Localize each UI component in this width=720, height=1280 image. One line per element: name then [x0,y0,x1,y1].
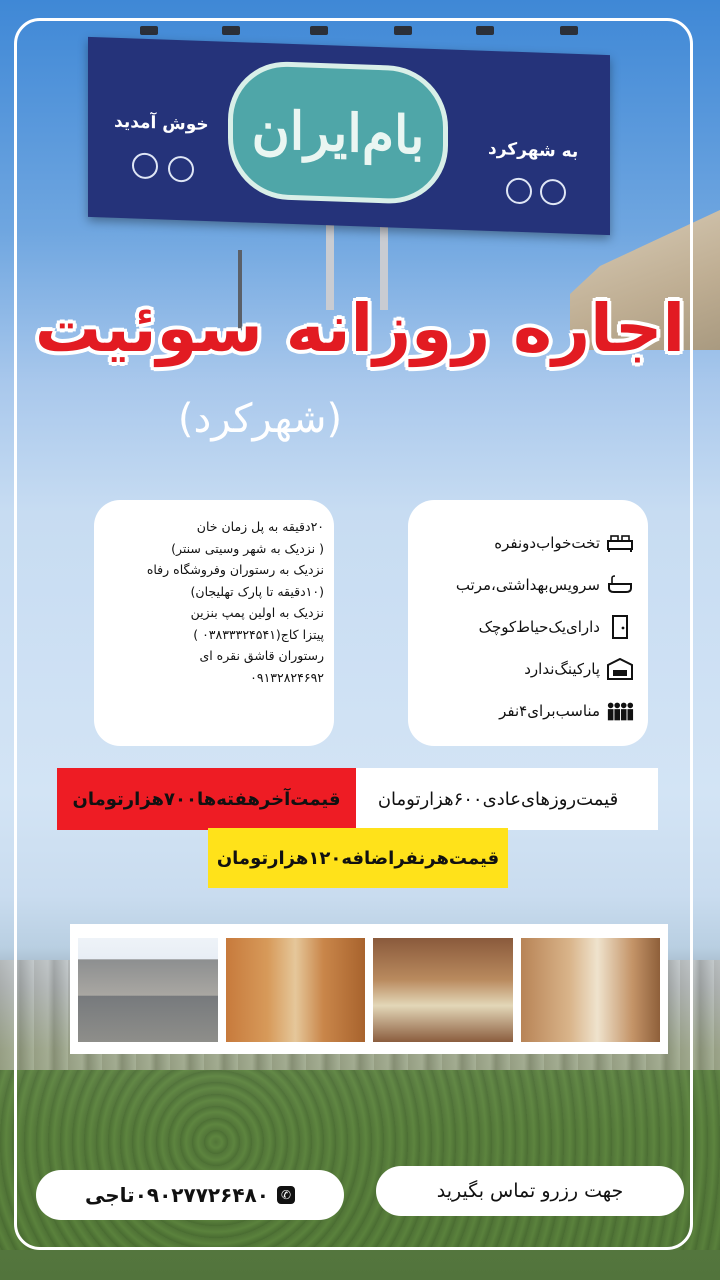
feature-item [422,606,634,648]
billboard-logo [228,60,448,206]
building-photo [78,938,218,1042]
feature-label: دارای‌یک‌حیاط‌کوچک [478,618,600,636]
location-line: نزدیک به اولین پمپ بنزین [190,605,324,620]
garage-icon [606,657,634,681]
billboard-logo-text: بام‌ایران [251,99,425,167]
features-card [408,500,648,746]
emblem-icon [168,156,194,183]
emblem-icon [540,179,566,206]
location-line: ( نزدیک به شهر وسیتی سنتر) [171,540,324,556]
reserve-call-text: جهت رزرو تماس بگیرید [376,1166,684,1216]
billboard-lamp [140,26,158,35]
billboard-lamp [310,26,328,35]
feature-label: سرویس‌بهداشتی،مرتب [455,576,600,594]
location-line: ۲۰دقیقه به پل زمان خان [196,519,324,534]
kitchen-photo [521,938,661,1042]
billboard-welcome: خوش آمدید [114,111,209,136]
feature-item [422,690,634,732]
location-card [94,500,334,746]
location-line: رستوران قاشق نقره ای [199,648,324,663]
page-subtitle: (شهرکرد) [177,396,343,442]
bedroom-photo [373,938,513,1042]
location-line: نزدیک به رستوران وفروشگاه رفاه [146,562,324,577]
feature-item [422,564,634,606]
feature-item [422,522,634,564]
location-line: پیتزا کاج(۰۳۸۳۳۳۲۴۵۴۱ ) [193,626,324,642]
location-line: ۰۹۱۳۲۸۲۴۶۹۲ [250,669,324,685]
bathtub-icon [606,573,634,597]
phone-pill[interactable] [36,1170,344,1220]
photo-strip [70,924,668,1054]
page-title: اجاره روزانه سوئیت [34,290,686,367]
door-icon [606,615,634,639]
entrance-photo [226,938,366,1042]
billboard-lamp [222,26,240,35]
bed-icon [606,531,634,555]
emblem-icon [506,177,532,204]
people-icon [606,699,634,723]
feature-item [422,648,634,690]
feature-label: پارکینگ‌ندارد [524,660,600,678]
location-line: (۱۰دقیقه تا پارک تهلیجان) [190,583,324,599]
weekday-price: قیمت‌روزهای‌عادی۶۰۰هزارتومان [338,768,658,830]
park-background [0,1070,720,1250]
billboard-lamp [560,26,578,35]
billboard-city: به شهرکرد [488,138,579,163]
billboard-lamp [476,26,494,35]
feature-label: تخت‌خواب‌دونفره [494,534,600,552]
phone-number[interactable]: ۰۹۰۲۷۷۲۶۴۸۰تاجی [85,1183,269,1207]
feature-label: مناسب‌برای۴نفر [499,702,600,720]
emblem-icon [132,152,158,179]
billboard-lamp [394,26,412,35]
billboard [88,37,610,235]
extra-person-price: قیمت‌هرنفراضافه۱۲۰هزارتومان [208,828,508,888]
phone-icon: ✆ [277,1186,295,1204]
weekend-price: قیمت‌آخرهفته‌ها۷۰۰هزارتومان [57,768,356,830]
